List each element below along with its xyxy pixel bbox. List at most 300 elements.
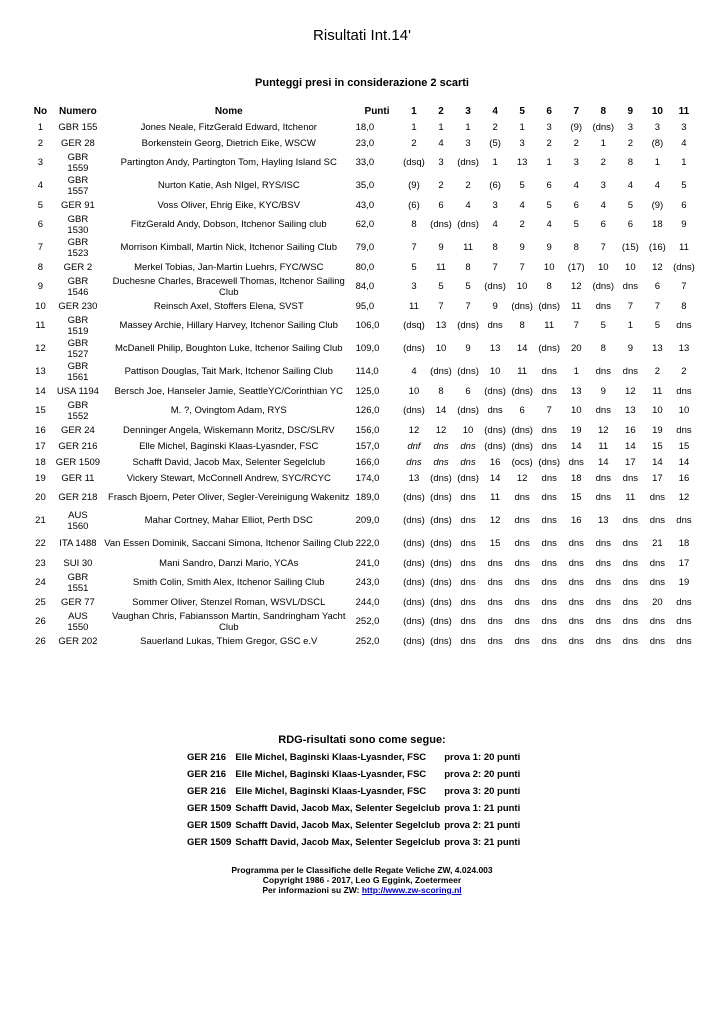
rdg-body bbox=[187, 749, 524, 851]
race-6-score: dns bbox=[541, 492, 557, 503]
race-9-score: 14 bbox=[625, 440, 636, 452]
row-total-points: 156,0 bbox=[355, 424, 380, 436]
race-3-score: dns bbox=[460, 515, 476, 526]
race-11-score: 16 bbox=[678, 472, 690, 484]
row-rank: 14 bbox=[35, 385, 46, 397]
race-5-score: 14 bbox=[516, 343, 528, 354]
row-crew-name: Vaughan Chris, Fabiansson Martin, Sandringham Yacht Club bbox=[112, 610, 346, 633]
race-4-score: (dns) bbox=[484, 385, 506, 397]
rdg-result: prova 3: 20 punti bbox=[444, 786, 521, 797]
col-header-no: No bbox=[33, 106, 48, 117]
race-2-score: 14 bbox=[435, 405, 447, 416]
race-10-score: dns bbox=[649, 635, 666, 647]
race-9-score: 5 bbox=[627, 199, 633, 211]
race-3-score: (dns) bbox=[457, 405, 479, 416]
race-7-score: (9) bbox=[570, 121, 583, 133]
race-2-score: 11 bbox=[436, 261, 446, 273]
race-2-score: (dns) bbox=[430, 538, 452, 549]
race-11-score: 8 bbox=[681, 300, 687, 312]
row-sail-number: GBR 1559 bbox=[67, 151, 89, 174]
race-11-score: (dns) bbox=[673, 261, 695, 273]
race-9-score: 17 bbox=[625, 456, 636, 468]
race-7-score: 3 bbox=[573, 157, 579, 168]
race-11-score: 4 bbox=[681, 137, 687, 149]
row-rank: 17 bbox=[35, 440, 46, 452]
race-1-score: 7 bbox=[411, 242, 417, 253]
table-row bbox=[29, 594, 697, 610]
col-header-punti: Punti bbox=[364, 106, 390, 117]
race-1-score: (dsq) bbox=[403, 320, 425, 331]
race-8-score: dns bbox=[595, 557, 611, 569]
row-rank: 7 bbox=[37, 242, 44, 253]
race-3-score: dns bbox=[460, 577, 476, 588]
race-7-score: 14 bbox=[570, 440, 582, 452]
race-8-score: 9 bbox=[600, 385, 606, 397]
race-9-score: dns bbox=[622, 538, 638, 549]
race-11-score: 13 bbox=[678, 343, 690, 354]
race-8-score: 8 bbox=[600, 343, 606, 354]
race-8-score: (dns) bbox=[592, 121, 615, 133]
row-crew-name: Sauerland Lukas, Thiem Gregor, GSC e.V bbox=[140, 635, 318, 647]
row-total-points: 18,0 bbox=[355, 121, 375, 133]
race-11-score: dns bbox=[676, 635, 692, 647]
race-10-score: (8) bbox=[651, 137, 664, 149]
race-11-score: dns bbox=[676, 616, 692, 627]
row-total-points: 33,0 bbox=[355, 157, 375, 168]
row-rank: 21 bbox=[35, 515, 46, 526]
row-total-points: 79,0 bbox=[355, 242, 375, 253]
race-8-score: 3 bbox=[600, 180, 606, 191]
race-1-score: 1 bbox=[411, 121, 417, 133]
race-11-score: 18 bbox=[678, 538, 690, 549]
rdg-table bbox=[187, 749, 524, 851]
row-sail-number: GER 24 bbox=[61, 424, 95, 436]
race-3-score: dns bbox=[460, 492, 476, 503]
row-crew-name: Reinsch Axel, Stoffers Elena, SVST bbox=[153, 300, 304, 312]
race-11-score: 9 bbox=[681, 219, 687, 230]
row-rank: 20 bbox=[35, 492, 46, 503]
race-4-score: 11 bbox=[490, 492, 501, 503]
row-rank: 22 bbox=[35, 538, 46, 549]
race-8-score: 2 bbox=[600, 157, 606, 168]
race-2-score: 2 bbox=[438, 180, 444, 191]
race-10-score: 5 bbox=[654, 320, 661, 331]
row-sail-number: GBR 1530 bbox=[67, 213, 89, 236]
rdg-result: prova 1: 20 punti bbox=[444, 752, 521, 763]
race-2-score: (dns) bbox=[430, 472, 452, 484]
table-row bbox=[29, 275, 697, 298]
race-2-score: (dns) bbox=[430, 577, 452, 588]
race-11-score: 3 bbox=[681, 121, 687, 133]
race-1-score: dns bbox=[406, 456, 422, 468]
row-rank: 26 bbox=[35, 635, 46, 647]
row-crew-name: M. ?, Ovingtom Adam, RYS bbox=[170, 405, 287, 416]
race-3-score: dns bbox=[460, 635, 476, 647]
race-5-score: 2 bbox=[519, 219, 525, 230]
row-sail-number: GER 202 bbox=[58, 635, 98, 647]
row-rank: 5 bbox=[37, 199, 44, 211]
row-sail-number: GER 1509 bbox=[55, 456, 101, 468]
race-8-score: 13 bbox=[598, 515, 609, 526]
race-1-score: (6) bbox=[408, 199, 420, 211]
rdg-row bbox=[187, 783, 524, 800]
race-4-score: dns bbox=[487, 557, 503, 569]
race-4-score: 1 bbox=[492, 157, 498, 168]
race-9-score: 6 bbox=[627, 219, 633, 230]
race-3-score: dns bbox=[460, 557, 476, 569]
race-1-score: 13 bbox=[408, 472, 420, 484]
race-10-score: dns bbox=[649, 492, 666, 503]
row-sail-number: GBR 1546 bbox=[67, 275, 89, 298]
race-1-score: 10 bbox=[408, 385, 420, 397]
race-2-score: (dns) bbox=[430, 635, 452, 647]
row-rank: 9 bbox=[37, 281, 44, 292]
race-7-score: 12 bbox=[570, 281, 582, 292]
col-header-race-7: 7 bbox=[573, 106, 580, 117]
race-3-score: 7 bbox=[465, 300, 471, 312]
row-total-points: 252,0 bbox=[355, 616, 380, 627]
race-4-score: (5) bbox=[489, 137, 501, 149]
row-total-points: 35,0 bbox=[355, 180, 375, 191]
race-8-score: dns bbox=[595, 300, 611, 312]
row-total-points: 243,0 bbox=[355, 577, 380, 588]
race-4-score: dns bbox=[487, 405, 503, 416]
race-6-score: (dns) bbox=[538, 300, 561, 312]
table-row bbox=[29, 360, 697, 383]
table-row bbox=[29, 532, 697, 555]
rdg-row bbox=[187, 834, 524, 851]
race-11-score: dns bbox=[676, 424, 692, 436]
row-crew-name: Smith Colin, Smith Alex, Itchenor Sailing Club bbox=[132, 577, 325, 588]
table-row bbox=[29, 314, 697, 337]
row-rank: 18 bbox=[35, 456, 46, 468]
race-11-score: dns bbox=[676, 320, 692, 331]
race-9-score: 2 bbox=[627, 137, 633, 149]
row-total-points: 106,0 bbox=[355, 320, 380, 331]
rdg-sail: GER 1509 bbox=[187, 820, 232, 831]
race-4-score: dns bbox=[487, 616, 503, 627]
race-5-score: 8 bbox=[519, 320, 525, 331]
row-sail-number: AUS 1560 bbox=[67, 509, 89, 532]
race-3-score: dns bbox=[460, 440, 476, 452]
row-total-points: 157,0 bbox=[355, 440, 380, 452]
col-header-race-9: 9 bbox=[627, 106, 634, 117]
race-9-score: 16 bbox=[625, 424, 636, 436]
row-crew-name: Vickery Stewart, McConnell Andrew, SYC/RCYC bbox=[126, 472, 331, 484]
rdg-title: RDG-risultati sono come segue: bbox=[278, 734, 446, 746]
race-5-score: dns bbox=[514, 557, 530, 569]
race-8-score: 10 bbox=[598, 261, 609, 273]
race-6-score: 11 bbox=[544, 320, 555, 331]
row-sail-number: GBR 1519 bbox=[67, 314, 89, 337]
race-1-score: (dns) bbox=[403, 538, 425, 549]
rdg-name: Elle Michel, Baginski Klaas-Lyasnder, FSC bbox=[235, 769, 427, 780]
row-crew-name: Frasch Bjoern, Peter Oliver, Segler-Vereinigung Wakenitz bbox=[108, 492, 350, 503]
race-6-score: dns bbox=[541, 385, 557, 397]
row-rank: 10 bbox=[35, 300, 46, 312]
table-row bbox=[29, 151, 697, 174]
race-4-score: 4 bbox=[492, 219, 498, 230]
race-6-score: 7 bbox=[546, 405, 552, 416]
race-8-score: dns bbox=[595, 635, 611, 647]
row-crew-name: Mani Sandro, Danzi Mario, YCAs bbox=[159, 557, 299, 569]
race-5-score: (dns) bbox=[511, 440, 533, 452]
race-1-score: 8 bbox=[411, 219, 417, 230]
race-2-score: dns bbox=[433, 456, 449, 468]
race-6-score: dns bbox=[541, 616, 557, 627]
race-1-score: (dns) bbox=[403, 405, 425, 416]
race-6-score: 4 bbox=[546, 219, 552, 230]
race-2-score: dns bbox=[433, 440, 449, 452]
race-4-score: 13 bbox=[489, 343, 501, 354]
race-5-score: (dns) bbox=[511, 385, 533, 397]
row-rank: 25 bbox=[35, 596, 46, 608]
race-3-score: 11 bbox=[463, 242, 473, 253]
race-6-score: 6 bbox=[546, 180, 552, 191]
race-7-score: 10 bbox=[570, 405, 582, 416]
row-crew-name: Mahar Cortney, Mahar Elliot, Perth DSC bbox=[144, 515, 313, 526]
race-5-score: dns bbox=[514, 577, 530, 588]
race-11-score: dns bbox=[676, 515, 692, 526]
race-3-score: 5 bbox=[465, 281, 471, 292]
row-rank: 12 bbox=[35, 343, 46, 354]
row-sail-number: GBR 1557 bbox=[67, 174, 89, 197]
table-row bbox=[29, 438, 697, 454]
race-6-score: dns bbox=[541, 366, 557, 377]
race-3-score: 9 bbox=[465, 343, 471, 354]
race-5-score: 1 bbox=[519, 121, 525, 133]
race-9-score: dns bbox=[622, 366, 638, 377]
row-total-points: 241,0 bbox=[355, 557, 380, 569]
race-4-score: (dns) bbox=[484, 424, 506, 436]
race-10-score: (16) bbox=[648, 242, 666, 253]
race-9-score: dns bbox=[622, 515, 638, 526]
race-6-score: dns bbox=[541, 440, 557, 452]
race-7-score: dns bbox=[568, 456, 584, 468]
row-crew-name: Merkel Tobias, Jan-Martin Luehrs, FYC/WSC bbox=[134, 261, 324, 273]
race-9-score: 11 bbox=[625, 492, 636, 503]
race-10-score: 1 bbox=[654, 157, 661, 168]
table-row bbox=[29, 509, 697, 532]
race-5-score: (ocs) bbox=[511, 456, 533, 468]
race-8-score: dns bbox=[595, 538, 611, 549]
race-10-score: 10 bbox=[652, 405, 663, 416]
race-7-score: 13 bbox=[570, 385, 582, 397]
row-sail-number: GER 91 bbox=[61, 199, 95, 211]
race-5-score: 6 bbox=[519, 405, 525, 416]
race-6-score: 9 bbox=[546, 242, 552, 253]
race-6-score: (dns) bbox=[538, 343, 561, 354]
row-total-points: 114,0 bbox=[355, 366, 379, 377]
race-9-score: dns bbox=[622, 577, 638, 588]
race-8-score: dns bbox=[595, 616, 611, 627]
race-3-score: (dns) bbox=[457, 320, 479, 331]
race-4-score: dns bbox=[487, 635, 503, 647]
race-2-score: 9 bbox=[438, 242, 444, 253]
race-7-score: dns bbox=[568, 538, 584, 549]
race-11-score: 15 bbox=[678, 440, 690, 452]
race-6-score: 8 bbox=[546, 281, 552, 292]
race-2-score: (dns) bbox=[430, 219, 452, 230]
race-7-score: (17) bbox=[567, 261, 585, 273]
race-9-score: dns bbox=[622, 596, 638, 608]
table-row bbox=[29, 135, 697, 151]
race-7-score: 7 bbox=[573, 320, 579, 331]
race-5-score: 13 bbox=[516, 157, 528, 168]
race-1-score: (dsq) bbox=[403, 157, 425, 168]
race-4-score: (dns) bbox=[484, 281, 506, 292]
race-4-score: 10 bbox=[489, 366, 501, 377]
row-sail-number: GBR 1551 bbox=[67, 571, 89, 594]
row-sail-number: SUI 30 bbox=[63, 557, 93, 569]
race-1-score: (dns) bbox=[403, 635, 425, 647]
race-4-score: 3 bbox=[492, 199, 498, 211]
race-3-score: 4 bbox=[465, 199, 471, 211]
race-1-score: (9) bbox=[408, 180, 420, 191]
rdg-row bbox=[187, 817, 524, 834]
race-6-score: dns bbox=[541, 515, 557, 526]
race-10-score: 6 bbox=[654, 281, 661, 292]
table-row bbox=[29, 610, 697, 633]
race-1-score: (dns) bbox=[403, 492, 425, 503]
row-sail-number: GER 230 bbox=[58, 300, 98, 312]
race-1-score: dnf bbox=[407, 440, 421, 452]
race-2-score: 1 bbox=[438, 121, 444, 133]
row-sail-number: AUS 1550 bbox=[67, 610, 89, 633]
race-2-score: 10 bbox=[435, 343, 447, 354]
race-7-score: 15 bbox=[570, 492, 582, 503]
row-sail-number: USA 1194 bbox=[56, 385, 99, 397]
table-row bbox=[29, 298, 697, 314]
race-9-score: (15) bbox=[621, 242, 639, 253]
race-3-score: 1 bbox=[465, 121, 471, 133]
race-11-score: 11 bbox=[679, 242, 689, 253]
race-2-score: 3 bbox=[438, 157, 444, 168]
race-10-score: 2 bbox=[654, 366, 661, 377]
row-crew-name: Pattison Douglas, Tait Mark, Itchenor Sailing Club bbox=[124, 366, 333, 377]
race-6-score: 3 bbox=[546, 121, 552, 133]
row-crew-name: Bersch Joe, Hanseler Jamie, SeattleYC/Corinthian YC bbox=[114, 385, 343, 397]
col-header-race-5: 5 bbox=[519, 106, 525, 117]
table-row bbox=[29, 259, 697, 275]
race-9-score: dns bbox=[622, 635, 638, 647]
race-10-score: dns bbox=[649, 515, 666, 526]
table-row bbox=[29, 470, 697, 486]
row-rank: 6 bbox=[37, 219, 44, 230]
race-10-score: 12 bbox=[652, 261, 663, 273]
race-6-score: dns bbox=[541, 557, 557, 569]
race-3-score: (dns) bbox=[457, 366, 479, 377]
row-rank: 13 bbox=[35, 366, 46, 377]
race-5-score: 7 bbox=[519, 261, 525, 273]
race-7-score: 19 bbox=[570, 424, 582, 436]
race-1-score: (dns) bbox=[403, 515, 425, 526]
race-7-score: dns bbox=[568, 557, 584, 569]
race-10-score: 17 bbox=[652, 472, 663, 484]
rdg-name: Elle Michel, Baginski Klaas-Lyasnder, FSC bbox=[235, 786, 427, 797]
race-3-score: (dns) bbox=[457, 472, 479, 484]
row-total-points: 62,0 bbox=[355, 219, 375, 230]
table-row bbox=[29, 213, 697, 236]
race-6-score: dns bbox=[541, 472, 557, 484]
race-10-score: 20 bbox=[652, 596, 663, 608]
row-total-points: 166,0 bbox=[355, 456, 380, 468]
row-total-points: 252,0 bbox=[355, 635, 380, 647]
race-4-score: 8 bbox=[492, 242, 498, 253]
rdg-name: Schafft David, Jacob Max, Selenter Segelclub bbox=[235, 803, 441, 814]
table-row bbox=[29, 119, 697, 135]
row-sail-number: GER 28 bbox=[61, 137, 95, 149]
race-6-score: dns bbox=[541, 635, 557, 647]
race-10-score: dns bbox=[649, 557, 666, 569]
race-2-score: (dns) bbox=[430, 366, 452, 377]
race-5-score: 10 bbox=[516, 281, 528, 292]
row-sail-number: GBR 1561 bbox=[67, 360, 89, 383]
footer-copyright-line: Copyright 1986 - 2017, Leo G Eggink, Zoetermeer bbox=[262, 875, 462, 885]
table-row bbox=[29, 555, 697, 571]
race-8-score: dns bbox=[595, 492, 611, 503]
race-10-score: 15 bbox=[652, 440, 663, 452]
race-11-score: 17 bbox=[678, 557, 690, 569]
race-5-score: 12 bbox=[516, 472, 528, 484]
race-10-score: 14 bbox=[652, 456, 663, 468]
col-header-race-2: 2 bbox=[438, 106, 444, 117]
race-5-score: dns bbox=[514, 635, 530, 647]
footer bbox=[0, 865, 724, 895]
row-rank: 24 bbox=[35, 577, 46, 588]
race-5-score: 5 bbox=[519, 180, 525, 191]
zw-scoring-link[interactable]: http://www.zw-scoring.nl bbox=[361, 885, 462, 895]
race-9-score: 9 bbox=[627, 343, 633, 354]
rdg-result: prova 1: 21 punti bbox=[444, 803, 521, 814]
race-5-score: (dns) bbox=[511, 300, 533, 312]
row-crew-name: Nurton Katie, Ash NIgel, RYS/ISC bbox=[157, 180, 300, 191]
race-8-score: 7 bbox=[600, 242, 606, 253]
race-10-score: dns bbox=[649, 577, 666, 588]
row-sail-number: GER 11 bbox=[61, 472, 95, 484]
rdg-name: Elle Michel, Baginski Klaas-Lyasnder, FSC bbox=[235, 752, 427, 763]
race-2-score: 12 bbox=[435, 424, 447, 436]
race-3-score: dns bbox=[460, 596, 476, 608]
race-7-score: 1 bbox=[573, 366, 579, 377]
table-row bbox=[29, 571, 697, 594]
race-7-score: 20 bbox=[570, 343, 582, 354]
race-2-score: (dns) bbox=[430, 557, 452, 569]
row-total-points: 43,0 bbox=[355, 199, 375, 211]
page-title: Risultati Int.14' bbox=[313, 27, 411, 44]
race-1-score: (dns) bbox=[403, 343, 425, 354]
race-8-score: dns bbox=[595, 577, 611, 588]
race-2-score: (dns) bbox=[430, 616, 452, 627]
race-4-score: dns bbox=[487, 577, 503, 588]
table-row bbox=[29, 236, 697, 259]
row-crew-name: McDanell Philip, Boughton Luke, Itchenor Sailing Club bbox=[114, 343, 343, 354]
race-7-score: 8 bbox=[573, 242, 579, 253]
race-2-score: 6 bbox=[438, 199, 444, 211]
row-rank: 8 bbox=[37, 261, 44, 273]
rdg-row bbox=[187, 766, 524, 783]
col-header-numero: Numero bbox=[59, 106, 97, 117]
race-9-score: 8 bbox=[627, 157, 633, 168]
row-total-points: 95,0 bbox=[355, 300, 375, 312]
race-6-score: 2 bbox=[546, 137, 552, 149]
rdg-result: prova 3: 21 punti bbox=[444, 837, 521, 848]
race-9-score: 4 bbox=[627, 180, 633, 191]
race-8-score: (dns) bbox=[592, 281, 615, 292]
race-5-score: (dns) bbox=[511, 424, 533, 436]
race-4-score: 16 bbox=[489, 456, 501, 468]
results-header-row bbox=[29, 104, 697, 119]
